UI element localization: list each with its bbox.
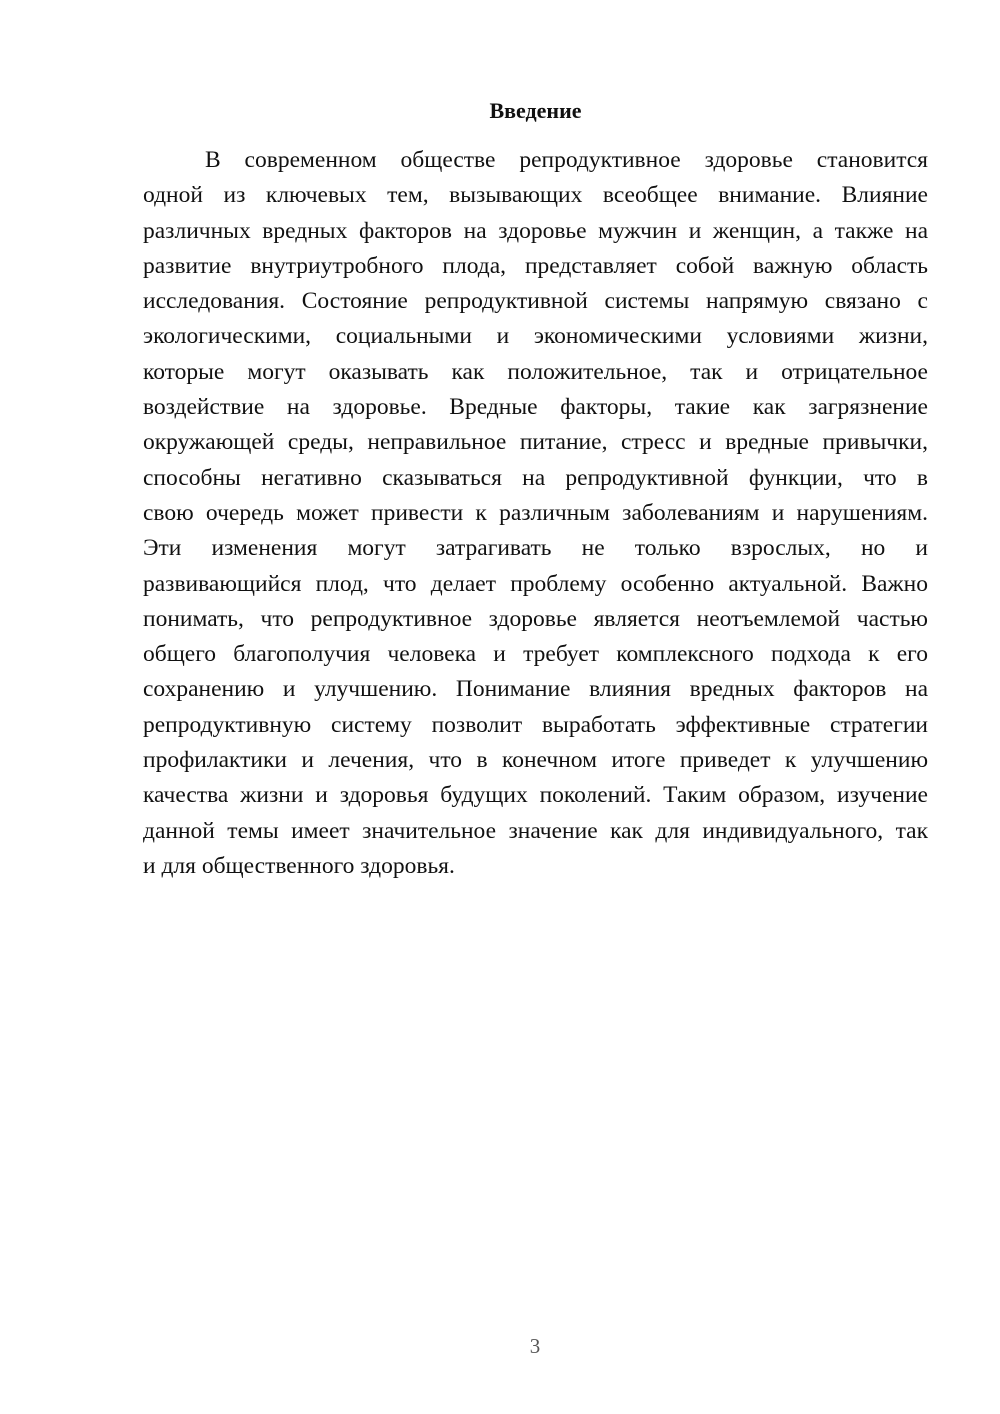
page-number: 3 — [529, 1334, 541, 1358]
paragraph-line: способны негативно сказываться на репродуктивной функции, что в — [143, 464, 928, 491]
paragraph-line: одной из ключевых тем, вызывающих всеобщее внимание. Влияние — [143, 182, 928, 209]
paragraph-line: понимать, что репродуктивное здоровье является неотъемлемой частью — [143, 605, 928, 632]
paragraph-line: различных вредных факторов на здоровье мужчин и женщин, а также на — [143, 217, 928, 244]
introduction-paragraph — [143, 143, 928, 884]
paragraph-line: свою очередь может привести к различным заболеваниям и нарушениям. — [143, 499, 928, 526]
paragraph-line: сохранению и улучшению. Понимание влияния вредных факторов на — [143, 676, 928, 703]
section-heading: Введение — [489, 98, 582, 123]
paragraph-line: окружающей среды, неправильное питание, стресс и вредные привычки, — [143, 429, 928, 456]
paragraph-line: Эти изменения могут затрагивать не только взрослых, но и — [143, 535, 928, 562]
paragraph-line: развивающийся плод, что делает проблему особенно актуальной. Важно — [143, 570, 928, 597]
paragraph-line: профилактики и лечения, что в конечном итоге приведет к улучшению — [143, 747, 928, 774]
paragraph-line: и для общественного здоровья. — [143, 852, 455, 879]
paragraph-line: данной темы имеет значительное значение как для индивидуального, так — [143, 817, 928, 844]
paragraph-line: исследования. Состояние репродуктивной системы напрямую связано с — [143, 288, 928, 315]
paragraph-line: репродуктивную систему позволит выработать эффективные стратегии — [143, 711, 928, 738]
paragraph-line: развитие внутриутробного плода, представляет собой важную область — [143, 252, 928, 279]
paragraph-line: качества жизни и здоровья будущих поколений. Таким образом, изучение — [143, 782, 928, 809]
paragraph-line: воздействие на здоровье. Вредные факторы, такие как загрязнение — [143, 394, 928, 421]
paragraph-line: В современном обществе репродуктивное здоровье становится — [205, 147, 928, 173]
paragraph-line: общего благополучия человека и требует комплексного подхода к его — [143, 641, 928, 668]
paragraph-line: экологическими, социальными и экономическими условиями жизни, — [143, 323, 928, 350]
paragraph-line: которые могут оказывать как положительное, так и отрицательное — [143, 358, 928, 385]
